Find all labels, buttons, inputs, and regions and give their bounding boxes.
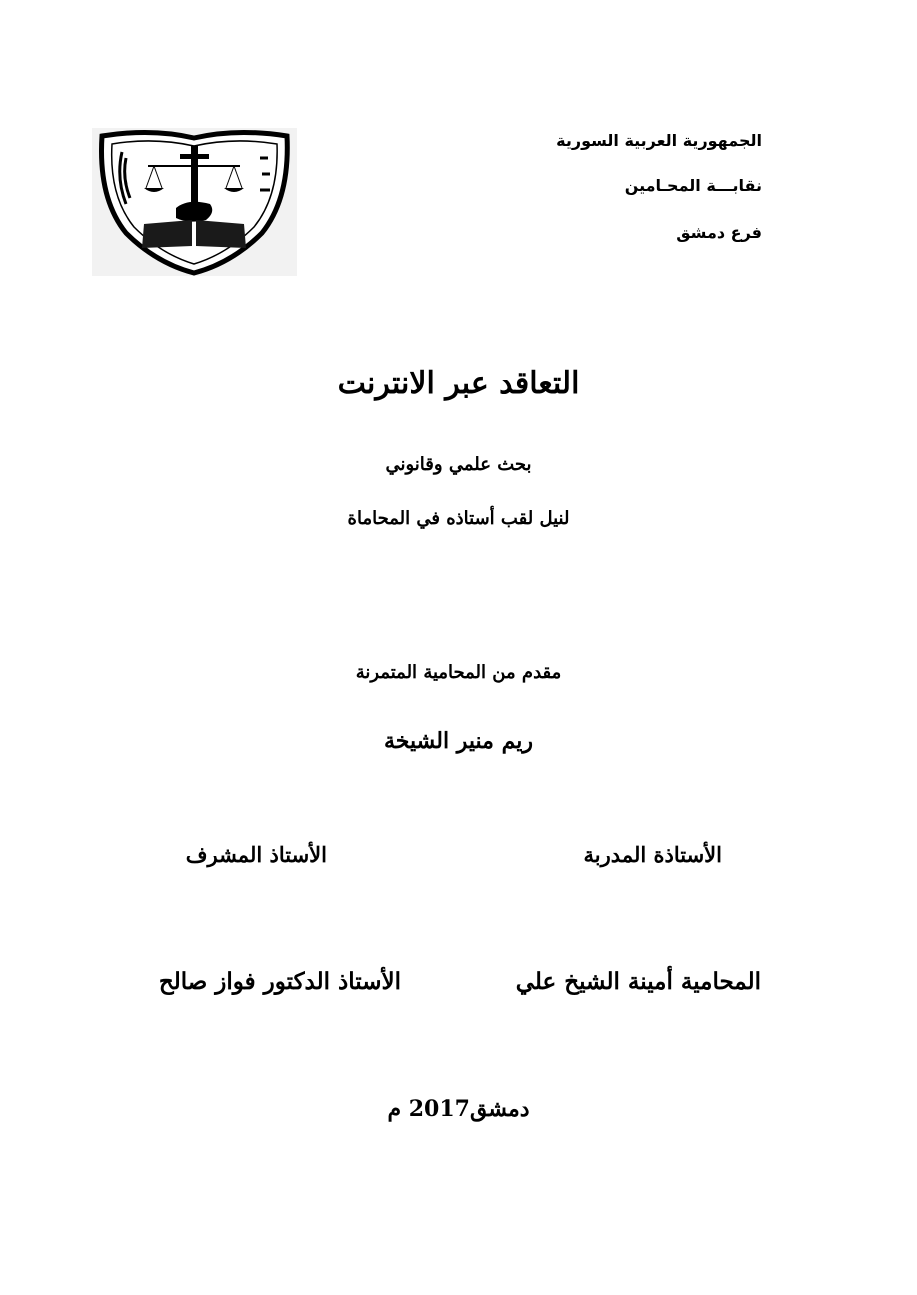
header-association: نقابـــة المحـامين (624, 176, 762, 195)
trainer-label: الأستاذة المدربة (583, 842, 722, 867)
header-branch: فرع دمشق (676, 223, 762, 242)
presented-by-label: مقدم من المحامية المتمرنة (355, 662, 562, 683)
supervisor-label: الأستاذ المشرف (185, 842, 327, 867)
document-title: التعاقد عبر الانترنت (337, 366, 580, 401)
supervisor-name: الأستاذ الدكتور فواز صالح (158, 968, 401, 995)
trainer-name: المحامية أمينة الشيخ علي (515, 968, 761, 995)
header-country: الجمهورية العربية السورية (556, 131, 762, 150)
author-name: ريم منير الشيخة (384, 728, 533, 754)
place-date: دمشق2017 م (387, 1096, 530, 1122)
bar-association-emblem-icon (92, 128, 297, 276)
document-subtitle: بحث علمي وقانوني (385, 454, 532, 475)
document-purpose: لنيل لقب أستاذه في المحاماة (347, 508, 570, 529)
